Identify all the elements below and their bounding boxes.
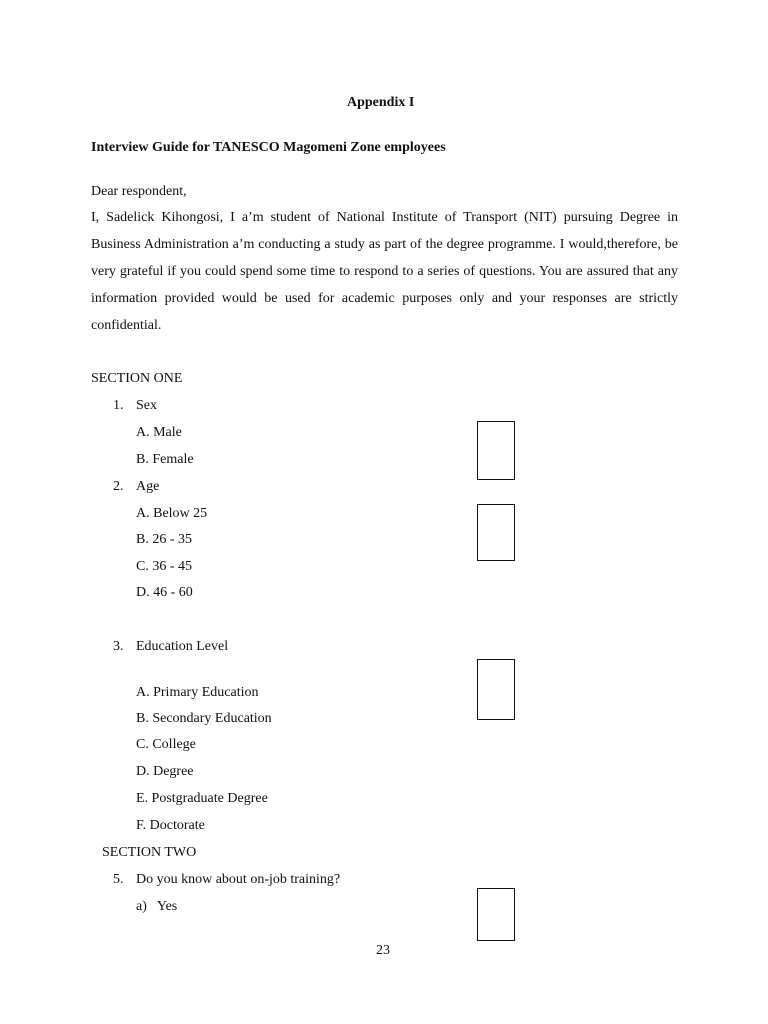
q2-option-c: C. 36 - 45 [136,559,192,574]
q2-option-d: D. 46 - 60 [136,585,193,600]
q5-number: 5. [113,872,124,887]
appendix-title: Appendix I [347,95,415,110]
q1-answer-box[interactable] [477,421,515,480]
page-number: 23 [376,943,390,958]
q3-text: Education Level [136,639,229,654]
q5-answer-box[interactable] [477,888,515,941]
q3-option-b: B. Secondary Education [136,711,272,726]
q3-answer-box[interactable] [477,659,515,720]
q2-option-a: A. Below 25 [136,506,208,521]
q5-text: Do you know about on-job training? [136,872,341,887]
intro-paragraph: I, Sadelick Kihongosi, I a’m student of National Institute of Transport (NIT) pursuing Degree in Business Administration a’m conducting a study as part of the degree programme. I would,therefore, be very grateful if you could spend some time to respond to a series of questions. You are assured that any information provided would be used for academic purposes only and your responses are strictly confidential. [91,210,678,333]
q5-option-yes: a) Yes [136,899,178,914]
q3-option-e: E. Postgraduate Degree [136,791,268,806]
q2-answer-box[interactable] [477,504,515,561]
q1-option-female: B. Female [136,452,194,467]
q1-option-male: A. Male [136,425,182,440]
q2-number: 2. [113,479,124,494]
guide-title: Interview Guide for TANESCO Magomeni Zone employees [91,140,446,155]
q3-option-d: D. Degree [136,764,194,779]
q3-option-a: A. Primary Education [136,685,259,700]
section-one-title: SECTION ONE [91,371,183,386]
q3-option-c: C. College [136,737,196,752]
section-two-title: SECTION TWO [102,845,197,860]
q3-option-f: F. Doctorate [136,818,205,833]
q2-text: Age [136,479,160,494]
q2-option-b: B. 26 - 35 [136,532,192,547]
q3-number: 3. [113,639,124,654]
q1-number: 1. [113,398,124,413]
salutation: Dear respondent, [91,184,187,199]
q1-text: Sex [136,398,157,413]
